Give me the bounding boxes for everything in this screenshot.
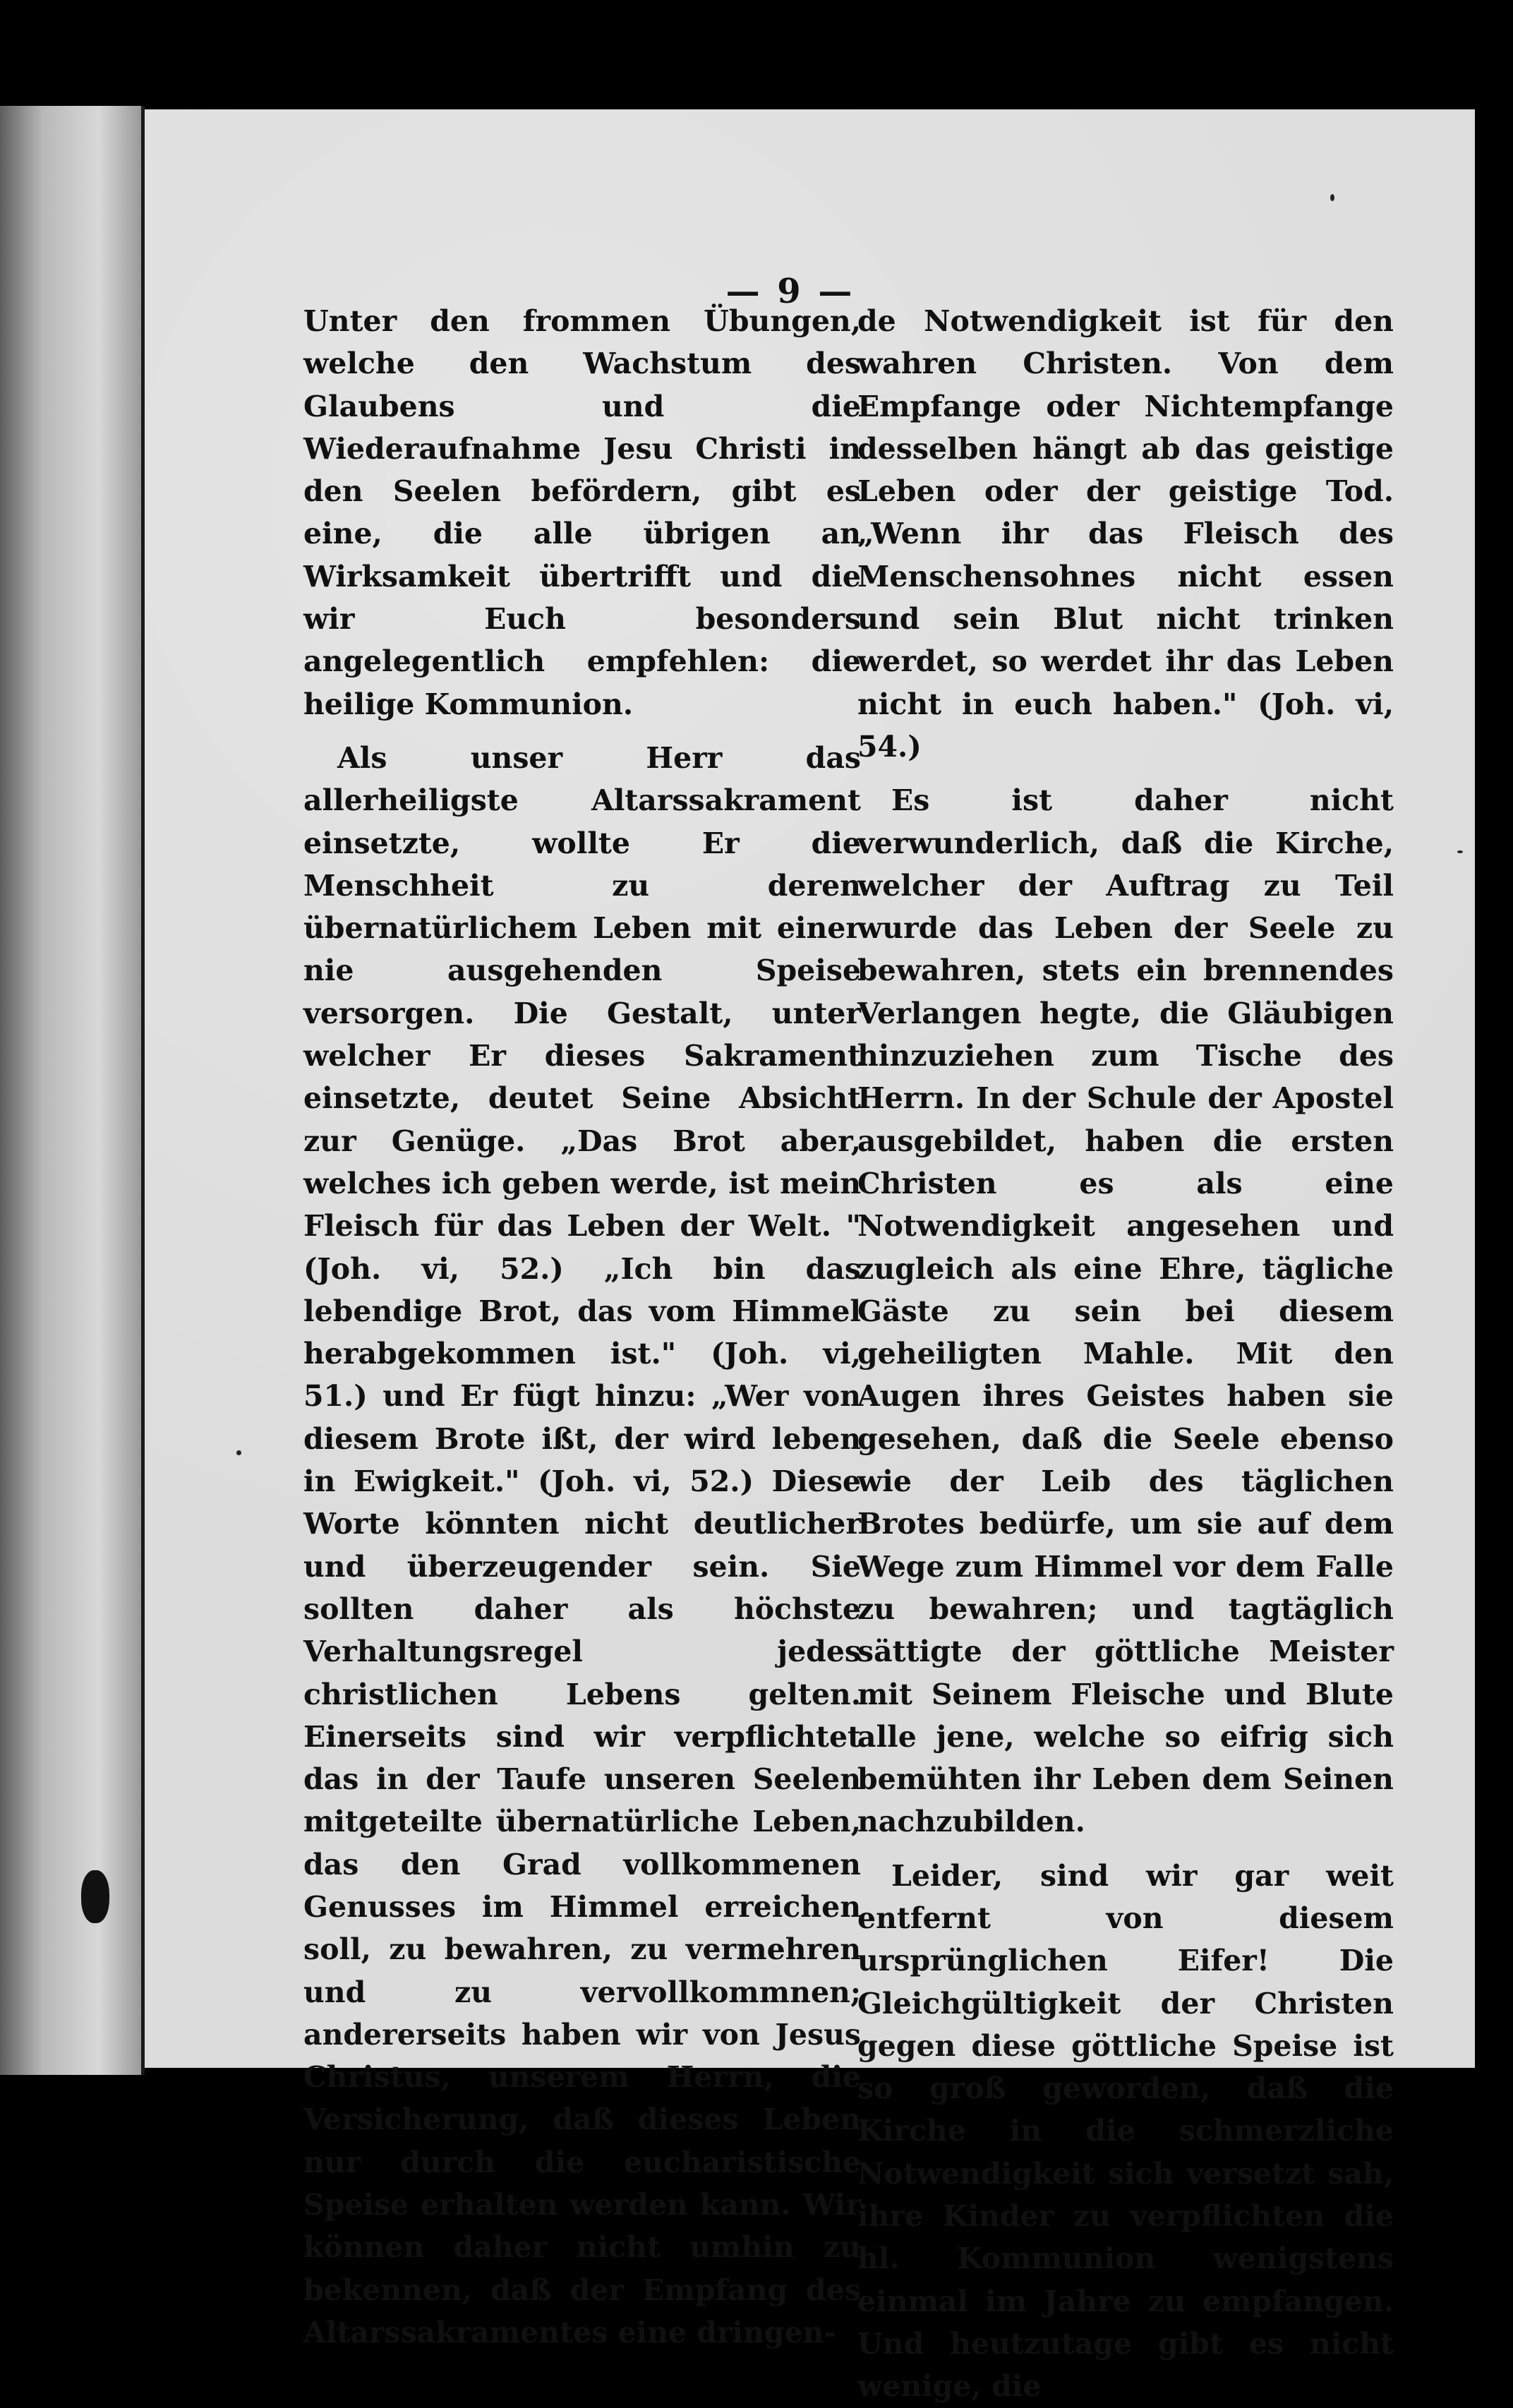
paper-speck — [236, 1450, 241, 1455]
paragraph: Leider, sind wir gar weit entfernt von diesem ursprünglichen Eifer! Die Gleichgültigkeit der Christen gegen diese göttliche Speise ist so groß geworden, daß die Kirche in die schmerzliche Notwendigkeit sich versetzt sah, ihre Kinder zu verpflichten die hl. Kommunion wenigstens einmal im Jahre zu empfangen. Und heutzutage gibt es nicht wenige, die — [857, 1858, 1394, 2404]
paragraph: Unter den frommen Übungen, welche den Wachstum des Glaubens und die Wiederaufnahme Jesu Christi in den Seelen befördern, gibt es eine, die alle übrigen an Wirksamkeit übertrifft und die wir Euch besonders angelegentlich empfehlen: die heilige Kommunion. — [303, 304, 861, 721]
right-column — [857, 300, 1394, 2408]
ink-blot — [81, 1870, 109, 1923]
page-number-text: — 9 — — [725, 272, 855, 311]
book-spine — [0, 106, 145, 2075]
paragraph: de Notwendigkeit ist für den wahren Christen. Von dem Empfange oder Nichtempfange desselben hängt ab das geistige Leben oder der geistige Tod. „Wenn ihr das Fleisch des Menschensohnes nicht essen und sein Blut nicht trinken werdet, so werdet ihr das Leben nicht in euch haben." (Joh. vi, 54.) — [857, 304, 1394, 764]
left-column — [303, 300, 861, 2354]
paper-speck — [1330, 194, 1334, 201]
paragraph: Es ist daher nicht verwunderlich, daß die Kirche, welcher der Auftrag zu Teil wurde das Leben der Seele zu bewahren, stets ein brennendes Verlangen hegte, die Gläubigen hinzuziehen zum Tische des Herrn. In der Schule der Apostel ausgebildet, haben die ersten Christen es als eine Notwendigkeit angesehen und zugleich als eine Ehre, tägliche Gäste zu sein bei diesem geheiligten Mahle. Mit den Augen ihres Geistes haben sie gesehen, daß die Seele ebenso wie der Leib des täglichen Brotes bedürfe, um sie auf dem Wege zum Himmel vor dem Falle zu bewahren; und tagtäglich sättigte der göttliche Meister mit Seinem Fleische und Blute alle jene, welche so eifrig sich bemühten ihr Leben dem Seinen nachzubilden. — [857, 783, 1394, 1839]
scanned-page — [145, 109, 1475, 2404]
paper-speck — [1457, 850, 1463, 853]
paragraph: Als unser Herr das allerheiligste Altarssakrament einsetzte, wollte Er die Menschheit zu deren übernatürlichem Leben mit einer nie ausgehenden Speise versorgen. Die Gestalt, unter welcher Er dieses Sakrament einsetzte, deutet Seine Absicht zur Genüge. „Das Brot aber, welches ich geben werde, ist mein Fleisch für das Leben der Welt. "(Joh. vi, 52.) „Ich bin das lebendige Brot, das vom Himmel herabgekommen ist." (Joh. vi, 51.) und Er fügt hinzu: „Wer von diesem Brote ißt, der wird leben in Ewigkeit." (Joh. vi, 52.) Diese Worte könnten nicht deutlicher und überzeugender sein. Sie sollten daher als höchste Verhaltungsregel jedes christlichen Lebens gelten. Einerseits sind wir verpflichtet das in der Taufe unseren Seelen mitgeteilte übernatürliche Leben, das den Grad vollkommenen Genusses im Himmel erreichen soll, zu bewahren, zu vermehren und zu vervollkommnen; andererseits haben wir von Jesus Christus, unserem Herrn, die Versicherung, daß dieses Leben nur durch die eucharistische Speise erhalten werden kann. Wir können daher nicht umhin zu bekennen, daß der Empfang des Altarssakramentes eine dringen- — [303, 740, 861, 2349]
